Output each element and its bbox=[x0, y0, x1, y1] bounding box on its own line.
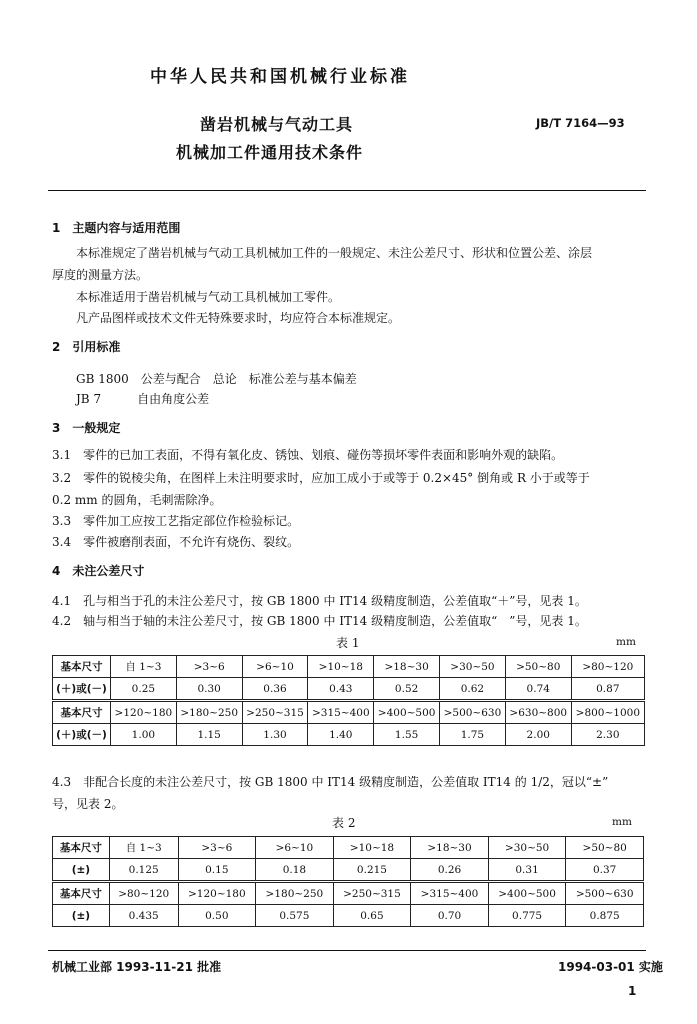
table-cell: >315~400 bbox=[411, 882, 489, 905]
section-1-para2: 本标准适用于凿岩机械与气动工具机械加工零件。 bbox=[76, 290, 341, 304]
table-cell: >500~630 bbox=[566, 882, 644, 905]
table-cell: >10~18 bbox=[308, 656, 374, 678]
table-cell: 0.43 bbox=[308, 678, 374, 701]
table-cell: >30~50 bbox=[440, 656, 506, 678]
table-cell: 0.36 bbox=[242, 678, 308, 701]
table-row bbox=[53, 656, 645, 678]
row-header-cell: 基本尺寸 bbox=[53, 837, 110, 859]
table-cell: 0.62 bbox=[440, 678, 506, 701]
table-cell: 0.37 bbox=[566, 859, 644, 882]
table-cell: 0.70 bbox=[411, 905, 489, 927]
table-cell: >315~400 bbox=[308, 701, 374, 724]
table-cell: 0.875 bbox=[566, 905, 644, 927]
table-cell: 0.15 bbox=[178, 859, 256, 882]
table-cell: >3~6 bbox=[178, 837, 256, 859]
table-cell: >18~30 bbox=[411, 837, 489, 859]
approval-date: 机械工业部 1993-11-21 批准 bbox=[52, 960, 222, 974]
clause-3-2-line1: 3.2 零件的锐棱尖角，在图样上未注明要求时，应加工成小于或等于 0.2×45° 倒角或 R 小于或等于 bbox=[52, 471, 590, 485]
table-cell: 2.00 bbox=[505, 724, 571, 746]
table-cell: 0.775 bbox=[488, 905, 566, 927]
row-header-cell: (±) bbox=[53, 859, 110, 882]
table-row bbox=[53, 701, 645, 724]
table-cell: >800~1000 bbox=[571, 701, 644, 724]
table-cell: 自 1~3 bbox=[110, 656, 176, 678]
table-2-caption: 表 2 bbox=[332, 816, 356, 830]
table-cell: 1.40 bbox=[308, 724, 374, 746]
table-cell: >180~250 bbox=[256, 882, 334, 905]
row-header-cell: (＋)或(－) bbox=[53, 724, 111, 746]
standard-code: JB/T 7164—93 bbox=[536, 116, 625, 130]
table-cell: >180~250 bbox=[176, 701, 242, 724]
table-cell: >10~18 bbox=[333, 837, 411, 859]
standard-title-line1: 凿岩机械与气动工具 bbox=[200, 115, 354, 134]
table-cell: >250~315 bbox=[242, 701, 308, 724]
table-row bbox=[53, 859, 644, 882]
table-cell: >500~630 bbox=[440, 701, 506, 724]
table-cell: 0.25 bbox=[110, 678, 176, 701]
table-cell: >630~800 bbox=[505, 701, 571, 724]
footer-rule bbox=[48, 950, 646, 951]
tolerance-table-2 bbox=[52, 836, 644, 927]
tolerance-table-1 bbox=[52, 655, 645, 746]
table-cell: 0.30 bbox=[176, 678, 242, 701]
row-header-cell: (±) bbox=[53, 905, 110, 927]
table-cell: >120~180 bbox=[178, 882, 256, 905]
section-1-para1-line2: 厚度的测量方法。 bbox=[52, 268, 149, 282]
section-1-para3: 凡产品图样或技术文件无特殊要求时，均应符合本标准规定。 bbox=[76, 311, 401, 325]
table-cell: >80~120 bbox=[571, 656, 644, 678]
table-cell: >6~10 bbox=[242, 656, 308, 678]
table-cell: 0.31 bbox=[488, 859, 566, 882]
table-row bbox=[53, 678, 645, 701]
section-3-heading: 3 一般规定 bbox=[52, 421, 121, 435]
table-cell: 0.125 bbox=[109, 859, 178, 882]
table-cell: 1.00 bbox=[110, 724, 176, 746]
clause-3-2-line2: 0.2 mm 的圆角，毛刺需除净。 bbox=[52, 493, 222, 507]
table-cell: 1.15 bbox=[176, 724, 242, 746]
table-cell: 0.74 bbox=[505, 678, 571, 701]
table-cell: 0.50 bbox=[178, 905, 256, 927]
section-1-para1-line1: 本标准规定了凿岩机械与气动工具机械加工件的一般规定、未注公差尺寸、形状和位置公差、涂层 bbox=[76, 246, 593, 260]
table-cell: 0.575 bbox=[256, 905, 334, 927]
table-row bbox=[53, 882, 644, 905]
table-cell: 2.30 bbox=[571, 724, 644, 746]
row-header-cell: 基本尺寸 bbox=[53, 656, 111, 678]
table-1-unit: mm bbox=[616, 636, 636, 648]
section-2-heading: 2 引用标准 bbox=[52, 340, 121, 354]
table-cell: 0.26 bbox=[411, 859, 489, 882]
table-cell: >30~50 bbox=[488, 837, 566, 859]
table-cell: >18~30 bbox=[374, 656, 440, 678]
table-1-caption: 表 1 bbox=[336, 636, 360, 650]
table-cell: >50~80 bbox=[505, 656, 571, 678]
row-header-cell: (＋)或(－) bbox=[53, 678, 111, 701]
section-4-heading: 4 未注公差尺寸 bbox=[52, 564, 145, 578]
table-cell: 1.30 bbox=[242, 724, 308, 746]
table-cell: 0.87 bbox=[571, 678, 644, 701]
clause-4-3-line2: 号，见表 2。 bbox=[52, 797, 124, 811]
table-cell: 1.55 bbox=[374, 724, 440, 746]
header-rule bbox=[48, 190, 646, 191]
table-row bbox=[53, 837, 644, 859]
clause-4-3-line1: 4.3 非配合长度的未注公差尺寸，按 GB 1800 中 IT14 级精度制造，公差值取 IT14 的 1/2，冠以“±” bbox=[52, 775, 609, 789]
row-header-cell: 基本尺寸 bbox=[53, 701, 111, 724]
clause-3-4: 3.4 零件被磨削表面，不允许有烧伤、裂纹。 bbox=[52, 535, 300, 549]
table-row bbox=[53, 905, 644, 927]
effective-date: 1994-03-01 实施 bbox=[558, 960, 663, 974]
table-cell: 0.215 bbox=[333, 859, 411, 882]
table-cell: >3~6 bbox=[176, 656, 242, 678]
row-header-cell: 基本尺寸 bbox=[53, 882, 110, 905]
reference-jb7: JB 7 自由角度公差 bbox=[76, 392, 210, 406]
table-cell: >250~315 bbox=[333, 882, 411, 905]
issuing-authority: 中华人民共和国机械行业标准 bbox=[150, 67, 410, 87]
table-cell: >80~120 bbox=[109, 882, 178, 905]
table-cell: 0.435 bbox=[109, 905, 178, 927]
table-cell: 1.75 bbox=[440, 724, 506, 746]
clause-4-2: 4.2 轴与相当于轴的未注公差尺寸，按 GB 1800 中 IT14 级精度制造，公差值取“ ”号，见表 1。 bbox=[52, 614, 587, 628]
table-row bbox=[53, 724, 645, 746]
clause-4-1: 4.1 孔与相当于孔的未注公差尺寸，按 GB 1800 中 IT14 级精度制造，公差值取“＋”号，见表 1。 bbox=[52, 594, 587, 608]
table-cell: 自 1~3 bbox=[109, 837, 178, 859]
table-cell: 0.52 bbox=[374, 678, 440, 701]
table-cell: 0.65 bbox=[333, 905, 411, 927]
table-cell: >400~500 bbox=[374, 701, 440, 724]
page-number: 1 bbox=[628, 984, 637, 998]
table-cell: >6~10 bbox=[256, 837, 334, 859]
table-cell: >50~80 bbox=[566, 837, 644, 859]
table-cell: >400~500 bbox=[488, 882, 566, 905]
clause-3-1: 3.1 零件的已加工表面，不得有氧化皮、锈蚀、划痕、碰伤等损坏零件表面和影响外观的缺陷。 bbox=[52, 448, 564, 462]
table-cell: >120~180 bbox=[110, 701, 176, 724]
standard-title-line2: 机械加工件通用技术条件 bbox=[176, 143, 364, 162]
reference-gb1800: GB 1800 公差与配合 总论 标准公差与基本偏差 bbox=[76, 372, 357, 386]
section-1-heading: 1 主题内容与适用范围 bbox=[52, 221, 181, 235]
table-2-unit: mm bbox=[612, 816, 632, 828]
table-cell: 0.18 bbox=[256, 859, 334, 882]
clause-3-3: 3.3 零件加工应按工艺指定部位作检验标记。 bbox=[52, 514, 300, 528]
